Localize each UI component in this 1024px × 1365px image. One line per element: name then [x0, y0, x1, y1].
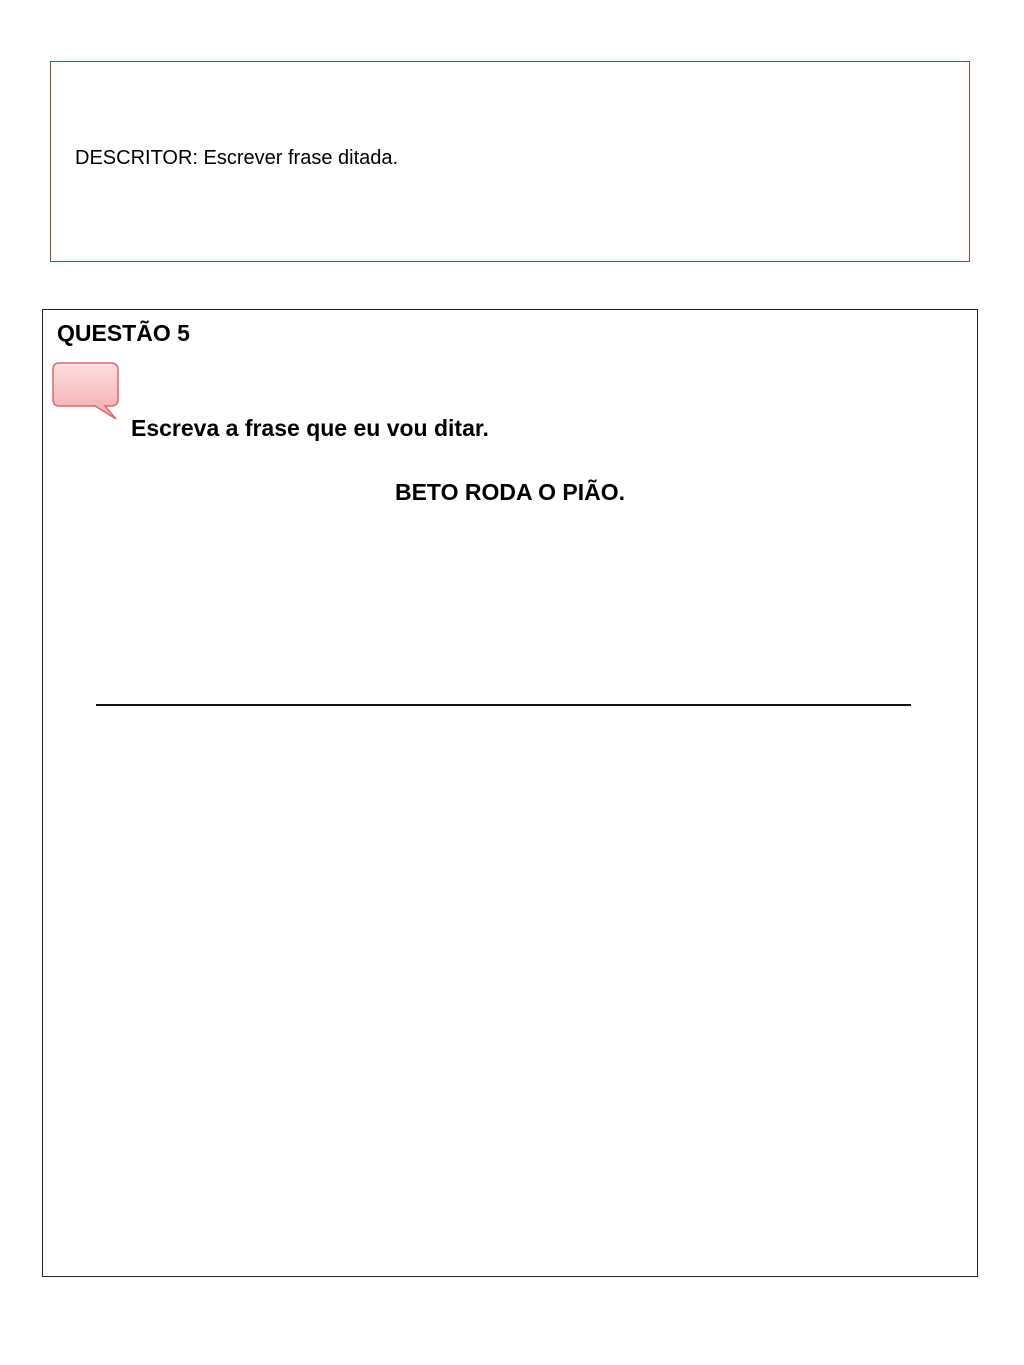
speech-bubble-icon	[51, 361, 121, 423]
question-box	[42, 309, 978, 1277]
instruction-text: Escreva a frase que eu vou ditar.	[131, 415, 489, 441]
descriptor-text: DESCRITOR: Escrever frase ditada.	[75, 147, 399, 169]
dictated-sentence: BETO RODA O PIÃO.	[394, 479, 626, 505]
question-title: QUESTÃO 5	[57, 320, 190, 346]
descriptor-box	[50, 61, 970, 262]
answer-line[interactable]	[96, 704, 911, 706]
